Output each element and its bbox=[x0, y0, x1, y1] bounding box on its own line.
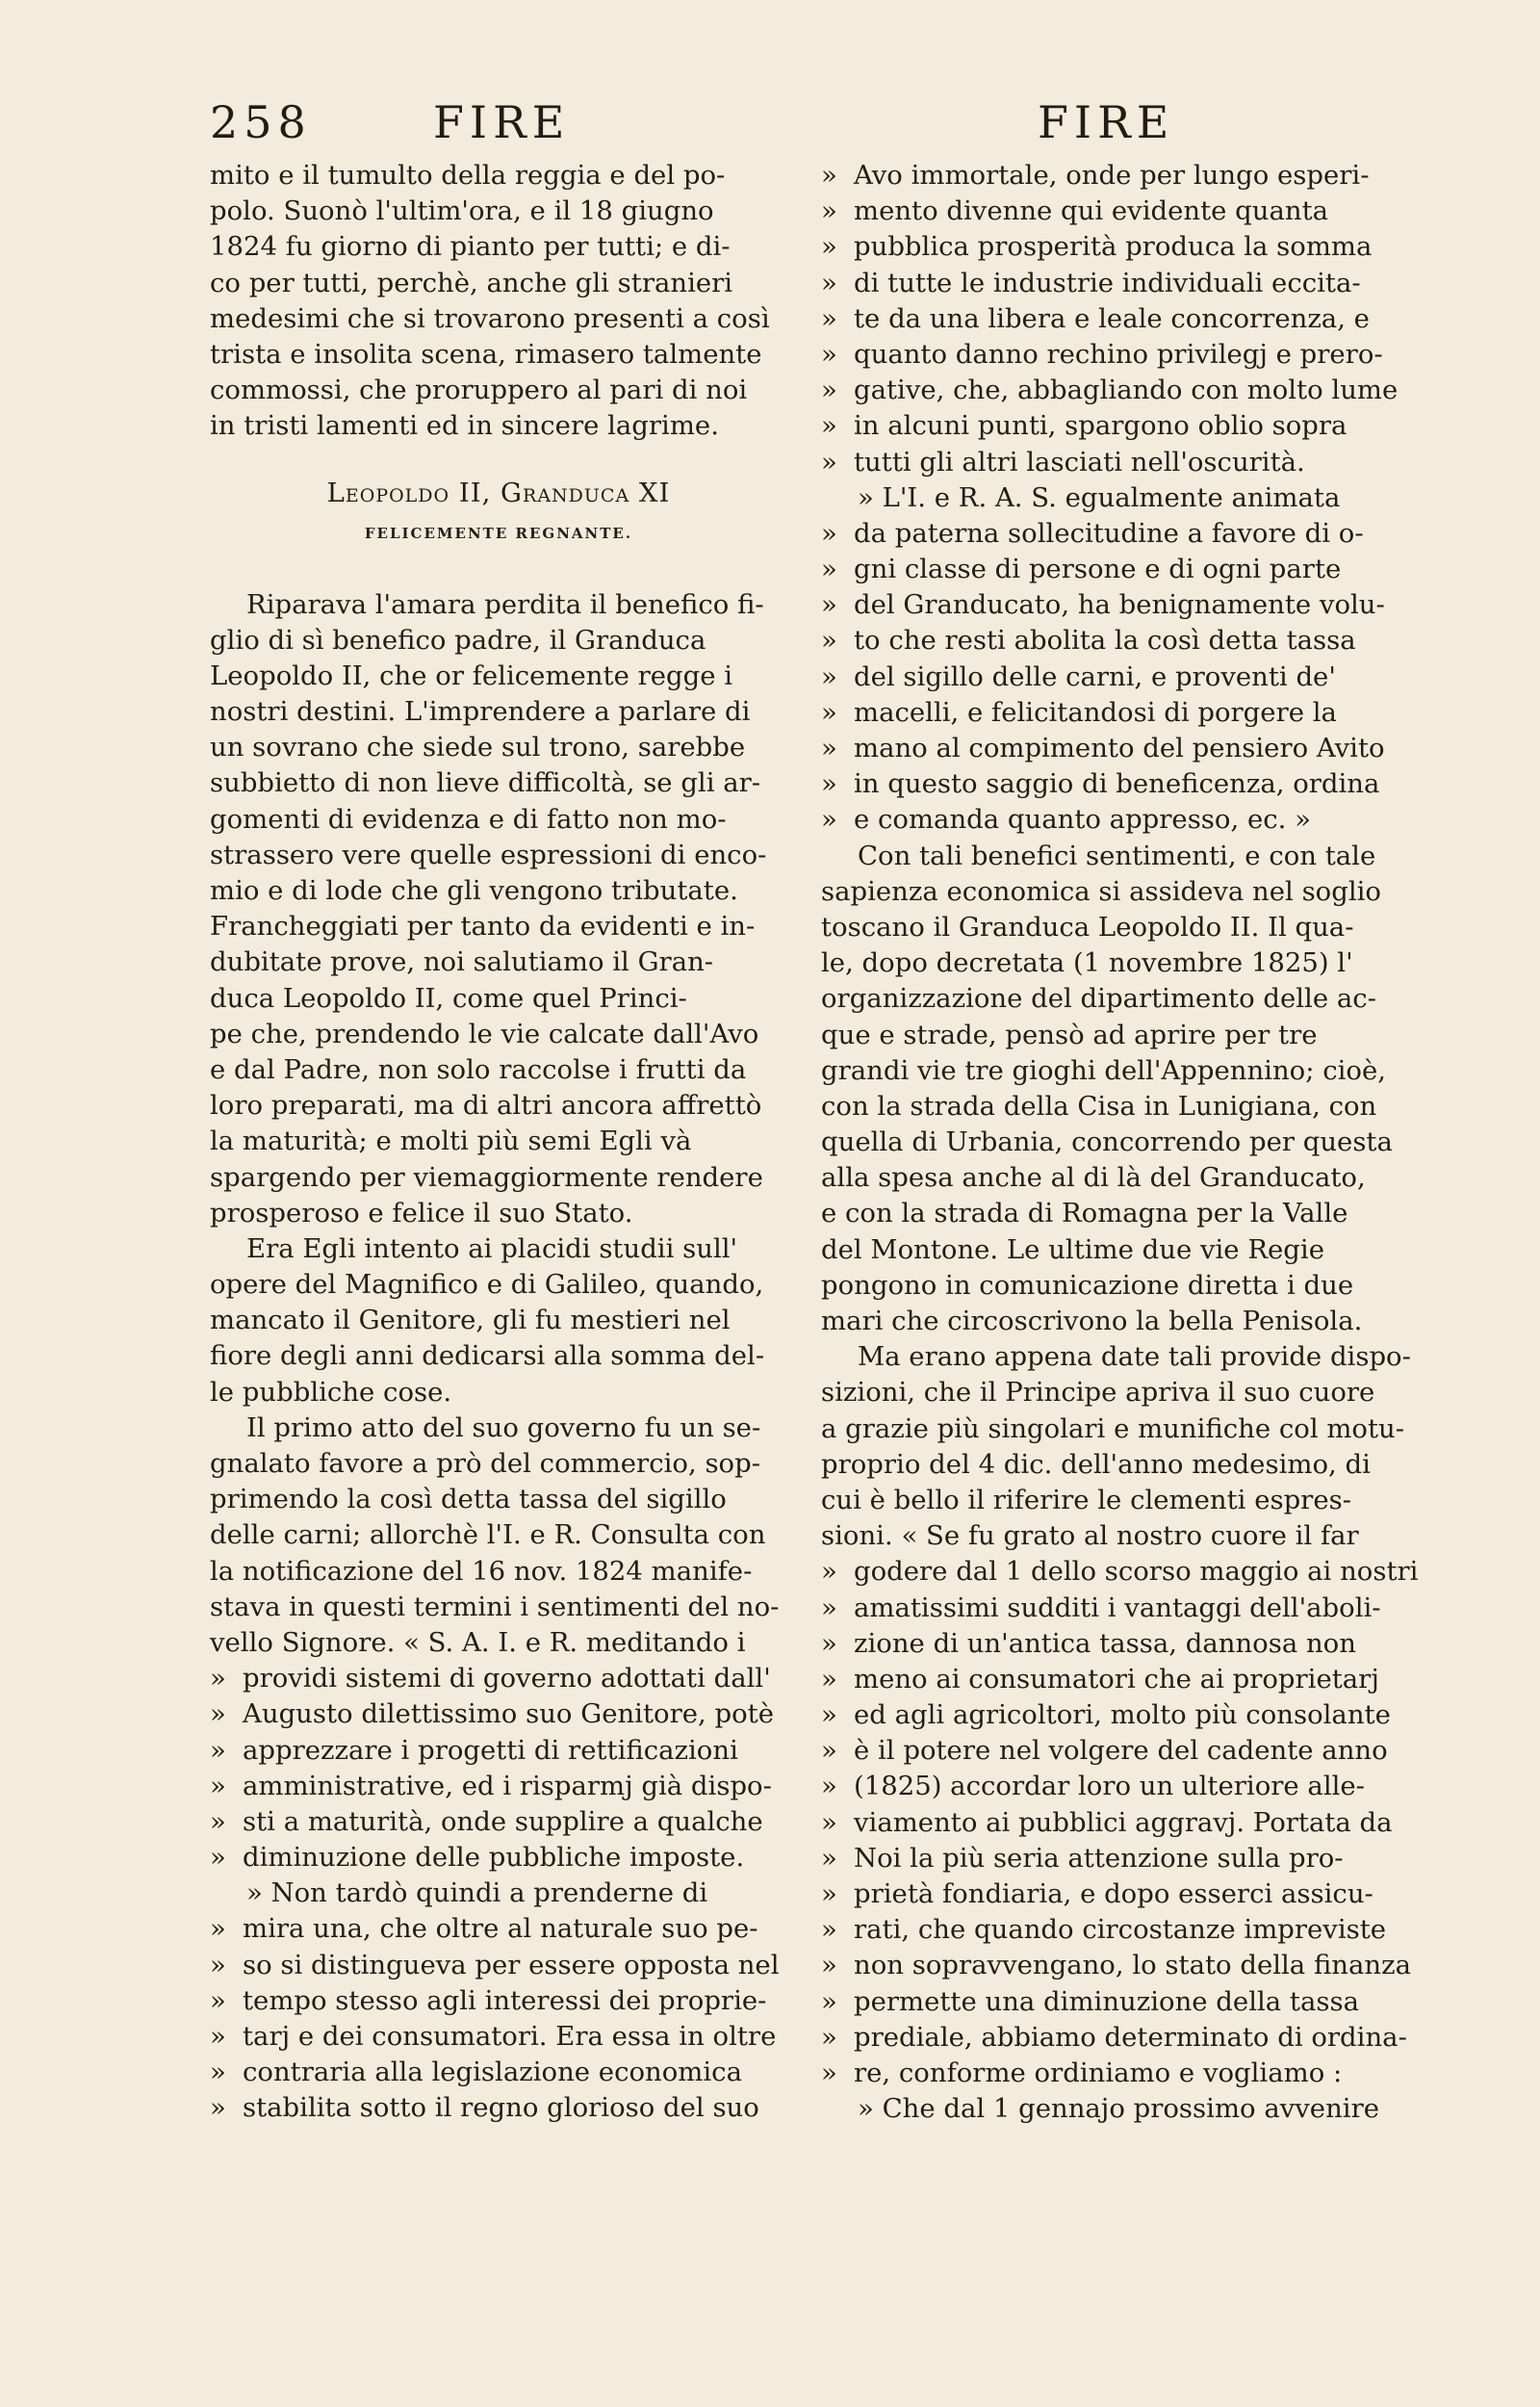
text-line: del Montone. Le ultime due vie Regie bbox=[821, 1233, 1324, 1265]
quote-line: » viamento ai pubblici aggravj. Portata da bbox=[821, 1805, 1399, 1841]
quote-line: » non sopravvengano, lo stato della finanza bbox=[821, 1948, 1399, 1983]
text-line: subbietto di non lieve difficoltà, se gli ar- bbox=[210, 767, 761, 799]
text-line: que e strade, pensò ad aprire per tre bbox=[821, 1019, 1318, 1050]
quote-line: » ed agli agricoltori, molto più consolante bbox=[821, 1697, 1399, 1733]
text-line: prosperoso e felice il suo Stato. bbox=[210, 1197, 633, 1229]
text-line: Con tali benefici sentimenti, e con tale bbox=[858, 840, 1376, 871]
text-line: delle carni; allorchè l'I. e R. Consulta con bbox=[210, 1519, 766, 1551]
quote-line: » meno ai consumatori che ai proprietarj bbox=[821, 1662, 1399, 1697]
quote-line: » so si distingueva per essere opposta nel bbox=[210, 1948, 787, 1983]
text-line: Riparava l'amara perdita il benefico fi- bbox=[246, 588, 764, 620]
section-subtitle: FELICEMENTE REGNANTE. bbox=[364, 524, 633, 542]
quote-line: » e comanda quanto appresso, ec. » bbox=[821, 802, 1399, 838]
quote-line: » di tutte le industrie individuali eccita- bbox=[821, 266, 1399, 301]
intro-paragraph bbox=[210, 158, 787, 445]
text-line: le pubbliche cose. bbox=[210, 1376, 452, 1408]
quote-line: » (1825) accordar loro un ulteriore alle- bbox=[821, 1769, 1399, 1804]
text-line: con la strada della Cisa in Lunigiana, con bbox=[821, 1090, 1377, 1122]
quotation-continued bbox=[821, 158, 1399, 480]
text-line: co per tutti, perchè, anche gli stranieri bbox=[210, 267, 733, 298]
text-line: spargendo per viemaggiormente rendere bbox=[210, 1161, 763, 1193]
running-head-left: FIRE bbox=[433, 96, 571, 148]
quotation-2 bbox=[210, 1876, 787, 2126]
quote-line: » godere dal 1 dello scorso maggio ai nostri bbox=[821, 1554, 1399, 1590]
text-line: medesimi che si trovarono presenti a così bbox=[210, 302, 770, 334]
quote-line: » gative, che, abbagliando con molto lume bbox=[821, 373, 1399, 408]
text-line: toscano il Granduca Leopoldo II. Il qua- bbox=[821, 911, 1354, 943]
quote-line: » Avo immortale, onde per lungo esperi- bbox=[821, 158, 1399, 194]
text-line: vello Signore. « S. A. I. e R. meditando i bbox=[210, 1626, 746, 1658]
text-line: fiore degli anni dedicarsi alla somma del- bbox=[210, 1340, 765, 1372]
text-line: gomenti di evidenza e di fatto non mo- bbox=[210, 803, 727, 835]
quote-line: » pubblica prosperità produca la somma bbox=[821, 229, 1399, 265]
quote-line: » prediale, abbiamo determinato di ordina- bbox=[821, 2020, 1399, 2056]
quote-line: » in alcuni punti, spargono oblio sopra bbox=[821, 408, 1399, 444]
text-line: 1824 fu giorno di pianto per tutti; e di- bbox=[210, 231, 731, 263]
page-number: 258 bbox=[210, 96, 312, 148]
text-line: primendo la così detta tassa del sigillo bbox=[210, 1484, 727, 1515]
quote-line: » Augusto dilettissimo suo Genitore, potè bbox=[210, 1696, 787, 1732]
text-line: organizzazione del dipartimento delle ac- bbox=[821, 983, 1376, 1015]
text-line: sizioni, che il Principe apriva il suo cuore bbox=[821, 1377, 1375, 1409]
text-line: Leopoldo II, che or felicemente regge i bbox=[210, 660, 733, 691]
paragraph-1 bbox=[210, 587, 787, 1231]
text-line: duca Leopoldo II, come quel Princi- bbox=[210, 982, 687, 1014]
text-line: mio e di lode che gli vengono tributate. bbox=[210, 875, 738, 906]
quote-line: » diminuzione delle pubbliche imposte. bbox=[210, 1840, 787, 1876]
paragraph-4 bbox=[821, 839, 1399, 1340]
text-line: glio di sì benefico padre, il Granduca bbox=[210, 624, 706, 656]
text-line: commossi, che proruppero al pari di noi bbox=[210, 375, 748, 406]
quote-line: » prietà fondiaria, e dopo esserci assicu- bbox=[821, 1876, 1399, 1912]
quote-line: » rati, che quando circostanze impreviste bbox=[821, 1912, 1399, 1948]
quote-line: » te da una libera e leale concorrenza, e bbox=[821, 301, 1399, 337]
quotation-decree bbox=[821, 480, 1399, 839]
quotation-motuproprio bbox=[821, 1554, 1419, 2127]
quote-line: » tutti gli altri lasciati nell'oscurità. bbox=[821, 445, 1399, 480]
text-line: stava in questi termini i sentimenti del no- bbox=[210, 1591, 780, 1622]
quote-line: » gni classe di persone e di ogni parte bbox=[821, 552, 1399, 587]
quote-line: » permette una diminuzione della tassa bbox=[821, 1984, 1399, 2020]
text-line: e dal Padre, non solo raccolse i frutti da bbox=[210, 1053, 747, 1085]
paragraph-3 bbox=[210, 1411, 787, 1661]
quote-line: » amministrative, ed i risparmj già dispo- bbox=[210, 1769, 787, 1804]
quote-line: » in questo saggio di beneficenza, ordina bbox=[821, 766, 1399, 802]
text-line: mari che circoscrivono la bella Penisola. bbox=[821, 1306, 1363, 1336]
text-line: strassero vere quelle espressioni di enco- bbox=[210, 839, 767, 870]
text-line: la notificazione del 16 nov. 1824 manife- bbox=[210, 1555, 753, 1587]
text-line: un sovrano che siede sul trono, sarebbe bbox=[210, 732, 746, 764]
text-line: Era Egli intento ai placidi studii sull' bbox=[246, 1232, 738, 1264]
text-line: nostri destini. L'imprendere a parlare di bbox=[210, 696, 751, 728]
quote-line: » quanto danno rechino privilegj e prero- bbox=[821, 337, 1399, 373]
text-line: le, dopo decretata (1 novembre 1825) l' bbox=[821, 947, 1353, 979]
quote-line: » stabilita sotto il regno glorioso del suo bbox=[210, 2090, 787, 2126]
text-line: cui è bello il riferire le clementi espres- bbox=[821, 1484, 1352, 1515]
paragraph-5 bbox=[821, 1339, 1411, 1554]
quote-line: » Non tardò quindi a prenderne di bbox=[246, 1877, 708, 1909]
quote-line: » L'I. e R. A. S. egualmente animata bbox=[858, 481, 1341, 513]
text-line: loro preparati, ma di altri ancora affrettò bbox=[210, 1090, 762, 1122]
text-line: gnalato favore a prò del commercio, sop- bbox=[210, 1448, 761, 1479]
text-line: trista e insolita scena, rimasero talmente bbox=[210, 338, 762, 370]
quote-line: » Noi la più seria attenzione sulla pro- bbox=[821, 1841, 1399, 1876]
text-line: quella di Urbania, concorrendo per questa bbox=[821, 1126, 1393, 1158]
text-line: sioni. « Se fu grato al nostro cuore il far bbox=[821, 1520, 1359, 1552]
text-line: dubitate prove, noi salutiamo il Gran- bbox=[210, 946, 714, 978]
quote-line: » mento divenne qui evidente quanta bbox=[821, 194, 1399, 229]
text-line: grandi vie tre gioghi dell'Appennino; cioè, bbox=[821, 1054, 1386, 1086]
quote-line: » è il potere nel volgere del cadente anno bbox=[821, 1733, 1399, 1769]
quote-line: » mira una, che oltre al naturale suo pe- bbox=[210, 1911, 787, 1947]
paragraph-2 bbox=[210, 1231, 787, 1411]
quote-line: » da paterna sollecitudine a favore di o- bbox=[821, 516, 1399, 552]
quote-line: » tempo stesso agli interessi dei proprie- bbox=[210, 1983, 787, 2019]
text-line: e con la strada di Romagna per la Valle bbox=[821, 1198, 1348, 1229]
text-line: opere del Magnifico e di Galileo, quando, bbox=[210, 1269, 764, 1301]
quote-line: » sti a maturità, onde supplire a qualche bbox=[210, 1804, 787, 1840]
running-head-right: FIRE bbox=[1038, 96, 1175, 148]
quote-line: » providi sistemi di governo adottati dall' bbox=[210, 1661, 787, 1696]
quote-line: » del sigillo delle carni, e proventi de' bbox=[821, 660, 1399, 695]
text-line: Francheggiati per tanto da evidenti e in- bbox=[210, 911, 756, 943]
quote-line: » amatissimi sudditi i vantaggi dell'aboli- bbox=[821, 1591, 1399, 1626]
quote-line: » re, conforme ordiniamo e vogliamo : bbox=[821, 2056, 1399, 2091]
quote-line: » tarj e dei consumatori. Era essa in oltre bbox=[210, 2019, 787, 2055]
quote-line: » to che resti abolita la così detta tassa bbox=[821, 623, 1399, 659]
quote-line: » contraria alla legislazione economica bbox=[210, 2055, 787, 2090]
text-line: la maturità; e molti più semi Egli và bbox=[210, 1126, 692, 1157]
quote-line: » mano al compimento del pensiero Avito bbox=[821, 731, 1399, 766]
text-line: alla spesa anche al di là del Granducato, bbox=[821, 1162, 1366, 1194]
text-line: pe che, prendendo le vie calcate dall'Avo bbox=[210, 1018, 759, 1049]
text-line: pongono in comunicazione diretta i due bbox=[821, 1269, 1354, 1301]
quote-line: » zione di un'antica tassa, dannosa non bbox=[821, 1626, 1399, 1662]
text-line: proprio del 4 dic. dell'anno medesimo, di bbox=[821, 1448, 1371, 1480]
text-line: mito e il tumulto della reggia e del po- bbox=[210, 160, 726, 191]
quote-line: » apprezzare i progetti di rettificazioni bbox=[210, 1733, 787, 1769]
text-line: Il primo atto del suo governo fu un se- bbox=[246, 1411, 761, 1443]
text-line: sapienza economica si assideva nel soglio bbox=[821, 875, 1381, 907]
text-line: mancato il Genitore, gli fu mestieri nel bbox=[210, 1305, 731, 1336]
text-line: Ma erano appena date tali provide dispo- bbox=[858, 1341, 1411, 1373]
right-column bbox=[821, 158, 1419, 2127]
quotation-1 bbox=[210, 1661, 787, 1876]
quote-line: » del Granducato, ha benignamente volu- bbox=[821, 587, 1399, 623]
quote-line: » macelli, e felicitandosi di porgere la bbox=[821, 695, 1399, 731]
text-line: in tristi lamenti ed in sincere lagrime. bbox=[210, 410, 719, 442]
text-line: polo. Suonò l'ultim'ora, e il 18 giugno bbox=[210, 195, 714, 227]
section-title: Leopoldo II, Granduca XI bbox=[326, 477, 671, 508]
quote-line: » Che dal 1 gennajo prossimo avvenire bbox=[858, 2093, 1379, 2125]
left-column bbox=[210, 158, 787, 2127]
text-line: a grazie più singolari e munifiche col motu- bbox=[821, 1412, 1405, 1444]
